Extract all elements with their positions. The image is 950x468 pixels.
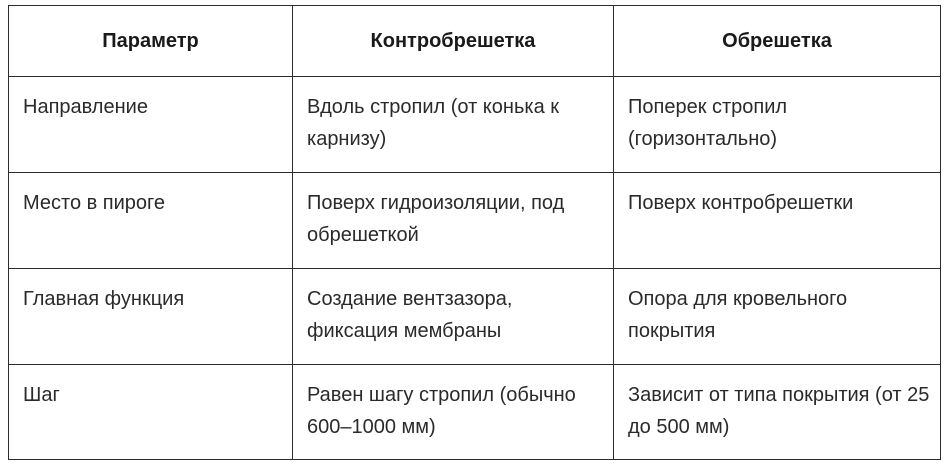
header-counter-batten: Контробрешетка: [293, 6, 614, 77]
comparison-table: [8, 5, 941, 460]
cell-batten: Поверх контробрешетки: [614, 173, 941, 269]
table-row: [9, 77, 941, 173]
cell-counter-batten: Вдоль стропил (от конька к карнизу): [293, 77, 614, 173]
table-row: [9, 365, 941, 460]
table-header-row: [9, 6, 941, 77]
header-batten: Обрешетка: [614, 6, 941, 77]
cell-counter-batten: Поверх гидроизоляции, под обрешеткой: [293, 173, 614, 269]
cell-counter-batten: Равен шагу стропил (обычно 600–1000 мм): [293, 365, 614, 460]
table-row: [9, 173, 941, 269]
cell-parameter: Место в пироге: [9, 173, 293, 269]
comparison-table-container: [8, 5, 940, 460]
cell-parameter: Направление: [9, 77, 293, 173]
cell-batten: Поперек стропил (горизонтально): [614, 77, 941, 173]
cell-batten: Опора для кровельного покрытия: [614, 269, 941, 365]
table-row: [9, 269, 941, 365]
cell-counter-batten: Создание вентзазора, фиксация мембраны: [293, 269, 614, 365]
cell-parameter: Главная функция: [9, 269, 293, 365]
header-parameter: Параметр: [9, 6, 293, 77]
cell-parameter: Шаг: [9, 365, 293, 460]
cell-batten: Зависит от типа покрытия (от 25 до 500 мм): [614, 365, 941, 460]
